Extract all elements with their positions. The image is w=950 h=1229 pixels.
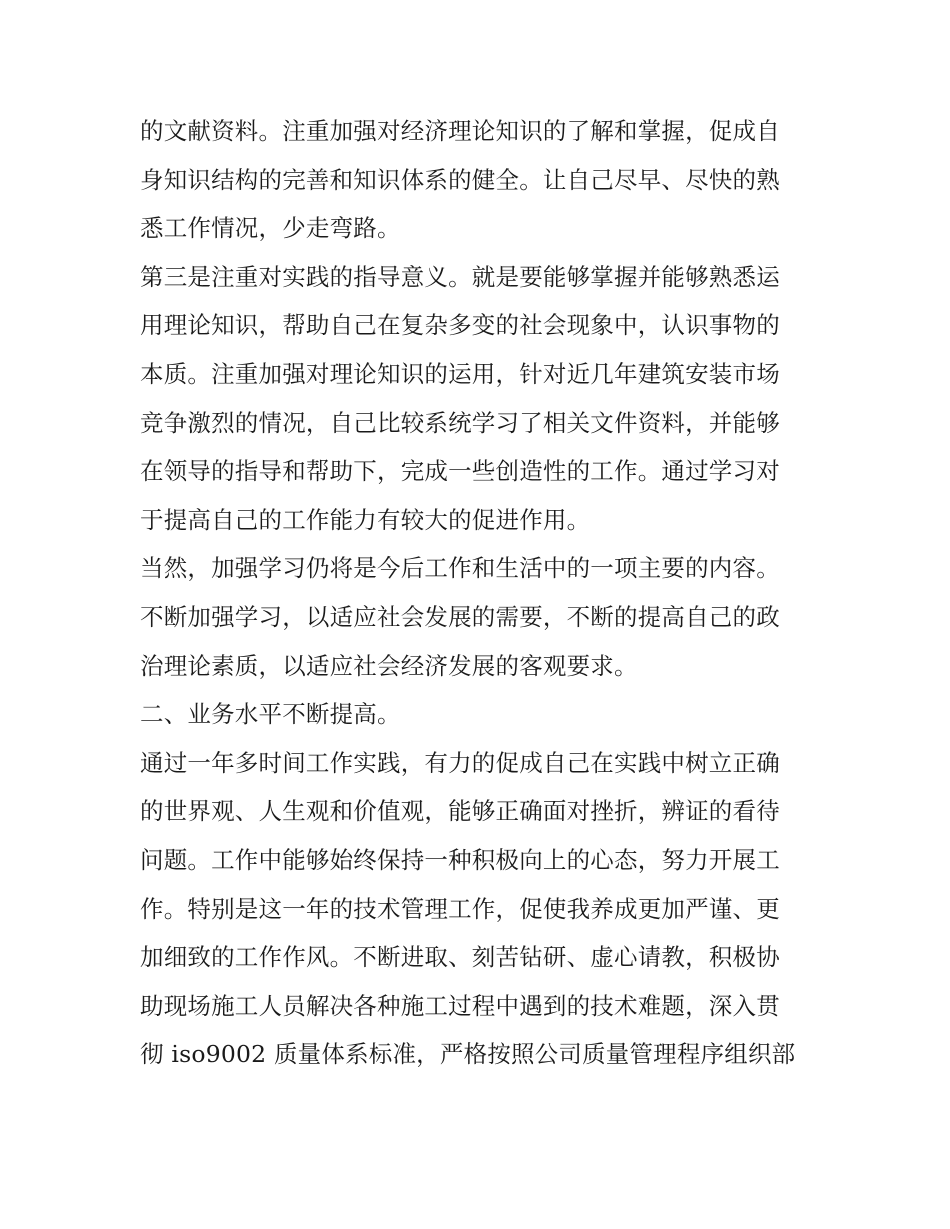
text-line: 的世界观、人生观和价值观，能够正确面对挫折，辨证的看待 [140,797,780,826]
text-line: 作。特别是这一年的技术管理工作，促使我养成更加严谨、更 [140,894,780,923]
text-line: 的文献资料。注重加强对经济理论知识的了解和掌握，促成自 [140,117,780,145]
text-line: 用理论知识，帮助自己在复杂多变的社会现象中，认识事物的 [140,311,780,340]
text-line: 不断加强学习，以适应社会发展的需要，不断的提高自己的政 [140,602,780,631]
text-line: 身知识结构的完善和知识体系的健全。让自己尽早、尽快的熟 [140,165,780,194]
text-line: 治理论素质，以适应社会经济发展的客观要求。 [140,651,638,680]
text-line: 助现场施工人员解决各种施工过程中遇到的技术难题，深入贯 [140,991,780,1020]
body-text [140,107,812,1079]
text-line: 悉工作情况，少走弯路。 [140,214,401,243]
text-line: 本质。注重加强对理论知识的运用，针对近几年建筑安装市场 [140,359,780,388]
text-line: 彻 iso9002 质量体系标准，严格按照公司质量管理程序组织部 [140,1040,796,1069]
text-line: 问题。工作中能够始终保持一种积极向上的心态，努力开展工 [140,845,780,874]
text-line: 加细致的工作作风。不断进取、刻苦钻研、虚心请教，积极协 [140,943,780,972]
text-line: 在领导的指导和帮助下，完成一些创造性的工作。通过学习对 [140,457,780,486]
text-line: 第三是注重对实践的指导意义。就是要能够掌握并能够熟悉运 [140,262,780,291]
section-heading: 二、业务水平不断提高。 [140,700,401,729]
text-line: 于提高自己的工作能力有较大的促进作用。 [140,505,591,534]
text-line: 通过一年多时间工作实践，有力的促成自己在实践中树立正确 [140,748,780,777]
text-line: 当然，加强学习仍将是今后工作和生活中的一项主要的内容。 [140,554,780,583]
text-line: 竞争激烈的情况，自己比较系统学习了相关文件资料，并能够 [140,408,780,437]
